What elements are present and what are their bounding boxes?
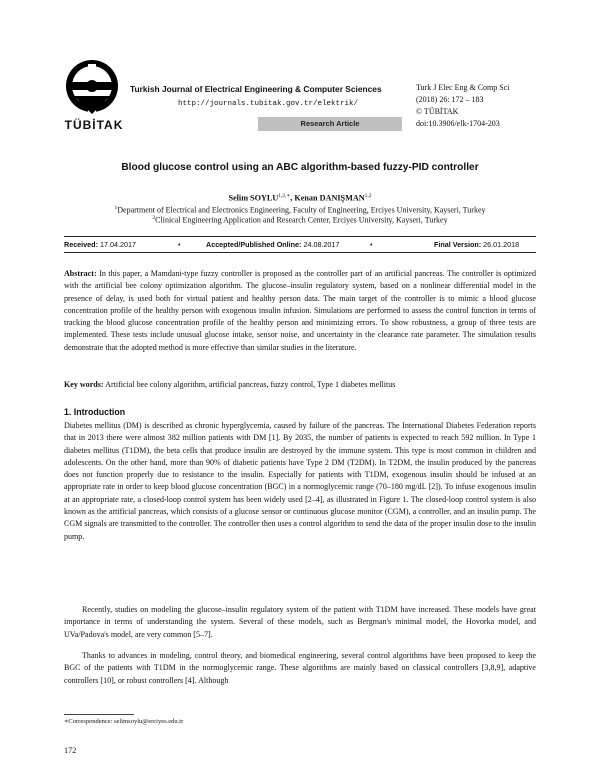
author-1-affil: 1,2,∗ bbox=[278, 193, 291, 199]
received-value: 17.04.2017 bbox=[99, 240, 136, 249]
tubitak-logo-icon bbox=[64, 58, 120, 118]
doi-link[interactable]: doi:10.3906/elk-1704-203 bbox=[416, 119, 500, 128]
journal-url-link[interactable]: http://journals.tubitak.gov.tr/elektrik/ bbox=[178, 100, 359, 108]
final-label: Final Version: bbox=[434, 240, 482, 249]
author-list bbox=[0, 193, 600, 203]
affiliation-1 bbox=[0, 205, 600, 215]
section-heading-introduction: 1. Introduction bbox=[64, 407, 126, 417]
dates-top-rule bbox=[64, 236, 536, 237]
page-number: 172 bbox=[64, 746, 77, 755]
dates-bottom-rule bbox=[64, 252, 536, 253]
accepted-value: 24.08.2017 bbox=[303, 240, 340, 249]
correspondence-footnote: ∗Correspondence: selimsoylu@erciyes.edu.tr bbox=[64, 718, 184, 725]
bullet-1: • bbox=[178, 240, 181, 249]
final-date bbox=[434, 240, 519, 249]
logo-text: TÜBİTAK bbox=[64, 118, 124, 132]
accepted-date bbox=[206, 240, 339, 249]
abstract bbox=[64, 268, 536, 354]
paper-title: Blood glucose control using an ABC algorithm-based fuzzy-PID controller bbox=[121, 162, 479, 173]
journal-abbrev: Turk J Elec Eng & Comp Sci bbox=[416, 83, 510, 92]
final-value: 26.01.2018 bbox=[483, 240, 520, 249]
volume-pages: (2018) 26: 172 – 183 bbox=[416, 95, 484, 104]
abstract-text: In this paper, a Mamdani-type fuzzy controller is proposed as the controller part of an artificial pancreas. The controller is optimized with the artificial bee colony optimization algorithm. The glucose–insulin regulatory system, based on a nonlinear differential model in the presence of delay, is used both for virtual patient and healthy person data. The main target of the controller is to mimic a blood glucose concentration profile of the healthy person with exogenous insulin infusion. Simulations are performed to assess the control function in terms of tracking the blood glucose concentration profile of the healthy person and minimizing errors. To show robustness, a group of three tests are implemented. These tests include unusual glucose intake, sensor noise, and uncertainty in the clearance rate parameter. The simulation results demonstrate that the adopted method is more effective than similar studies in the literature. bbox=[64, 269, 536, 352]
keywords-text: Artificial bee colony algorithm, artificial pancreas, fuzzy control, Type 1 diabetes mellitus bbox=[103, 380, 396, 389]
received-date bbox=[64, 240, 136, 249]
author-1: Selim SOYLU bbox=[228, 193, 279, 203]
abstract-label: Abstract: bbox=[64, 269, 97, 278]
author-2-affil: 1,2 bbox=[364, 193, 372, 199]
intro-paragraph-1: Diabetes mellitus (DM) is described as chronic hyperglycemia, caused by failure of the pancreas. The International Diabetes Federation reports that in 2013 there were almost 382 million patients with DM [1]. By 2035, the number of patients is expected to reach 592 million. In Type 1 diabetes mellitus (T1DM), the beta cells that produce insulin are destroyed by the immune system. This type is most common in children and adolescents. On the other hand, more than 90% of diabetic patients have Type 2 DM (T2DM). In T2DM, the insulin produced by the pancreas does not function properly due to resistance to the insulin. Especially for patients with T1DM, exogenous insulin should be infused at an appropriate rate in order to keep blood glucose concentration (BGC) in a normoglycemic range (70–180 mg/dL [2]). To infuse exogenous insulin at an appropriate rate, a closed-loop control system has been widely used [2–4], as illustrated in Figure 1. The closed-loop control system is also known as the artificial pancreas, which consists of a glucose sensor or continuous glucose monitor (CGM), a controller, and an insulin pump. The CGM signals are transmitted to the controller. The controller then uses a control algorithm to send the data of the proper insulin dose to the insulin pump. bbox=[64, 421, 536, 541]
author-2: Kenan DANIŞMAN bbox=[294, 193, 365, 203]
bullet-2: • bbox=[370, 240, 373, 249]
footnote-rule bbox=[64, 714, 134, 715]
keywords bbox=[64, 379, 536, 391]
intro-paragraph-2: Recently, studies on modeling the glucose–insulin regulatory system of the patient with T1DM have increased. These models have great importance in terms of understanding the system. Several of these models, such as Bergman's minimal model, the Hovorka model, and UVa/Padova's model, are very common [5–7]. bbox=[64, 605, 536, 639]
affiliation-1-text: Department of Electrical and Electronics Engineering, Faculty of Engineering, Erciyes University, Kayseri, Turkey bbox=[117, 205, 486, 215]
article-type-badge: Research Article bbox=[258, 117, 402, 131]
affiliation-1-mark: 1 bbox=[114, 205, 118, 211]
citation-meta bbox=[416, 82, 509, 130]
received-label: Received: bbox=[64, 240, 98, 249]
journal-name: Turkish Journal of Electrical Engineering & Computer Sciences bbox=[130, 84, 382, 94]
keywords-label: Key words: bbox=[64, 380, 104, 389]
author-sep: , bbox=[290, 193, 295, 203]
intro-paragraph-3: Thanks to advances in modeling, control theory, and biomedical engineering, several control algorithms have been proposed to keep the BGC of the patients with T1DM in the normoglycemic range. These algorithms are mainly based on classical controllers [3,8,9], adaptive controllers [10], or robust controllers [4]. Although bbox=[64, 651, 536, 685]
affiliation-2 bbox=[0, 215, 600, 225]
accepted-label: Accepted/Published Online: bbox=[206, 240, 302, 249]
copyright: © TÜBİTAK bbox=[416, 107, 459, 116]
affiliation-2-mark: 2 bbox=[152, 215, 156, 221]
affiliation-2-text: Clinical Engineering Application and Research Center, Erciyes University, Kayseri, Turkey bbox=[155, 215, 448, 225]
